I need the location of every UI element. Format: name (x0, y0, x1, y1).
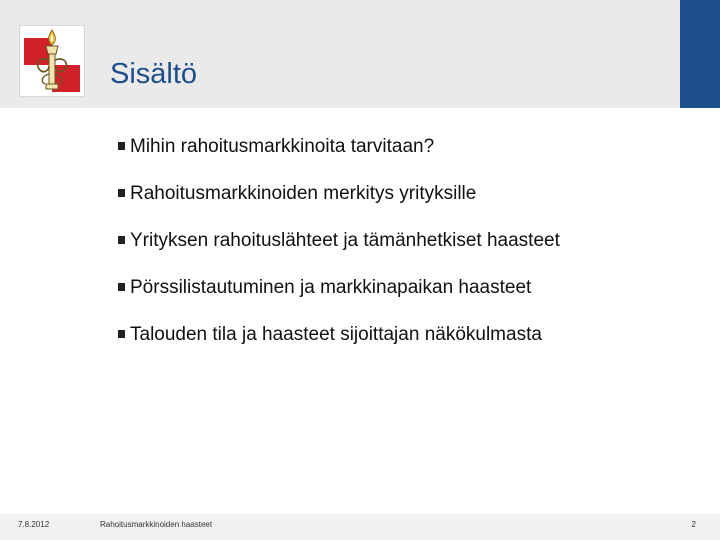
header-accent-bar (680, 0, 720, 108)
list-item (118, 181, 560, 228)
bullet-text: Yrityksen rahoituslähteet ja tämänhetkiset haasteet (130, 230, 560, 251)
bullet-list (118, 134, 560, 369)
torch-emblem-icon (20, 26, 84, 96)
square-bullet-icon (118, 189, 125, 197)
list-item (118, 275, 560, 322)
header-band (0, 0, 720, 108)
slide-title: Sisältö (110, 58, 198, 90)
footer-date: 7.8.2012 (18, 520, 50, 529)
list-item (118, 228, 560, 275)
page-number: 2 (691, 520, 696, 529)
bullet-text: Mihin rahoitusmarkkinoita tarvitaan? (130, 136, 435, 157)
square-bullet-icon (118, 236, 125, 244)
bullet-text: Talouden tila ja haasteet sijoittajan näkökulmasta (130, 324, 542, 345)
list-item (118, 322, 560, 369)
square-bullet-icon (118, 330, 125, 338)
square-bullet-icon (118, 142, 125, 150)
bullet-text: Rahoitusmarkkinoiden merkitys yrityksille (130, 183, 477, 204)
list-item (118, 134, 560, 181)
square-bullet-icon (118, 283, 125, 291)
bullet-text: Pörssilistautuminen ja markkinapaikan haasteet (130, 277, 532, 298)
footer-title: Rahoitusmarkkinoiden haasteet (100, 520, 213, 529)
